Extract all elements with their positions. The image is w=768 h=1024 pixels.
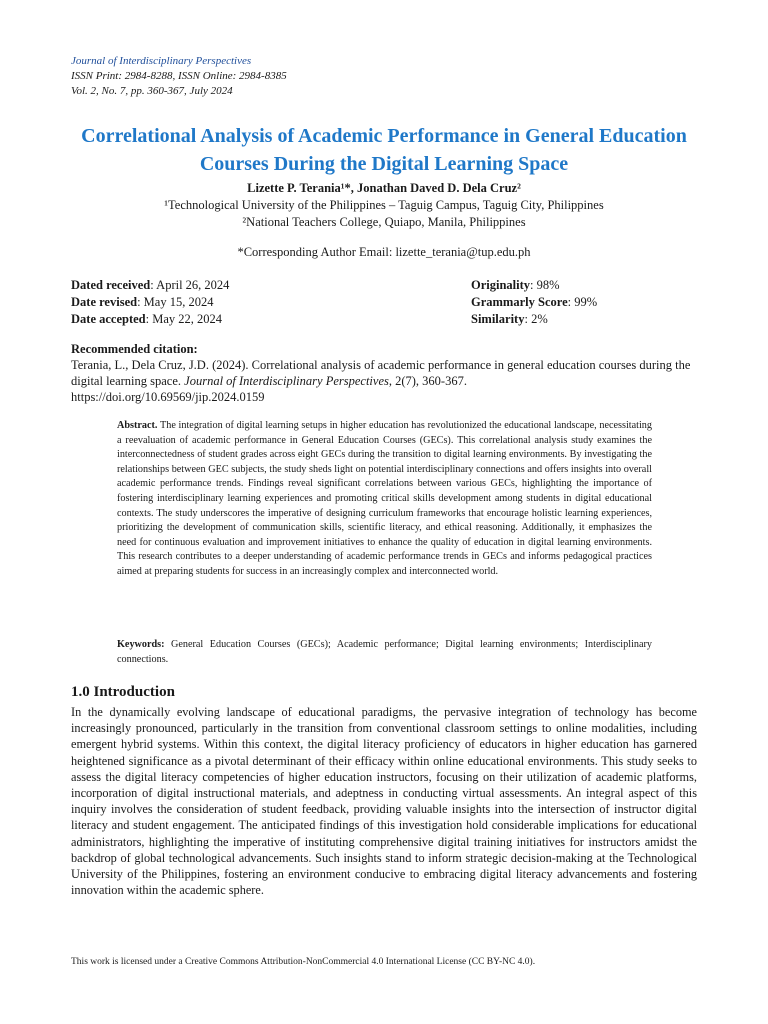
paper-title: Correlational Analysis of Academic Performance in General Education Courses During the Digital Learning Space xyxy=(81,125,687,175)
section-heading-introduction: 1.0 Introduction xyxy=(71,684,175,700)
citation-text: Terania, L., Dela Cruz, J.D. (2024). Correlational analysis of academic performance in general education courses during the digital learning space. xyxy=(71,358,691,388)
keywords-text: General Education Courses (GECs); Academic performance; Digital learning environments; Interdisciplinary connections. xyxy=(117,639,652,665)
affiliation-1: ¹Technological University of the Philippines – Taguig Campus, Taguig City, Philippines xyxy=(164,198,604,212)
recommended-citation xyxy=(71,341,701,405)
author-names: Lizette P. Terania¹*, Jonathan Daved D. Dela Cruz² xyxy=(247,181,521,195)
date-block xyxy=(71,277,229,328)
author-block xyxy=(60,180,708,231)
score-block xyxy=(471,277,597,328)
affiliation-2: ²National Teachers College, Quiapo, Manila, Philippines xyxy=(242,215,526,229)
journal-issn: ISSN Print: 2984-8288, ISSN Online: 2984-8385 xyxy=(71,70,287,82)
score-grammarly: Grammarly Score: 99% xyxy=(471,295,598,309)
abstract-text: The integration of digital learning setups in higher education has revolutionized the educational landscape, necessitating a reevaluation of academic performance in General Education Courses (GECs). This correlational analysis study examines the interconnectedness of student grades across eight GECs during the transition to digital learning environments. By investigating the relationships between GEC subjects, the study sheds light on potential interdisciplinary connections and offers insights into overall academic performance trends. Findings reveal significant correlations between various GECs, highlighting the importance of fostering interdisciplinary learning experiences and promoting critical skills development among students in digital educational contexts. The study underscores the imperative of designing curriculum frameworks that encourage holistic learning experiences, prioritizing the development of communication skills, scientific literacy, and ethical reasoning. Additionally, it emphasizes the need for continuous evaluation and improvement initiatives to enhance the quality of education in digital learning environments. This research contributes to a deeper understanding of academic performance trends in GECs and informs pedagogical practices aimed at preparing students for success in an increasingly complex and interconnected world. xyxy=(117,420,652,577)
journal-header xyxy=(71,54,287,99)
corresponding-author: *Corresponding Author Email: lizette_terania@tup.edu.ph xyxy=(237,245,531,259)
date-revised: Date revised: May 15, 2024 xyxy=(71,295,214,309)
journal-volume: Vol. 2, No. 7, pp. 360-367, July 2024 xyxy=(71,85,233,97)
date-received: Dated received: April 26, 2024 xyxy=(71,278,230,292)
keywords-label: Keywords: xyxy=(117,639,165,650)
journal-name: Journal of Interdisciplinary Perspectives xyxy=(71,55,252,67)
abstract xyxy=(117,419,652,580)
score-originality: Originality: 98% xyxy=(471,278,560,292)
abstract-label: Abstract. xyxy=(117,420,158,431)
citation-issue: , 2(7), 360-367. xyxy=(388,374,467,388)
introduction-text: In the dynamically evolving landscape of educational paradigms, the pervasive integration of technology has become increasingly pronounced, particularly in the transition from conventional classroom settings to online modalities, including emergent hybrid systems. Within this context, the digital literacy proficiency of educators in higher education has garnered heightened significance as a pivotal determinant of their efficacy within online educational environments. This study seeks to assess the digital literacy competencies of higher education instructors, focusing on their utilization of academic platforms, incorporation of digital instructional materials, and adeptness in conducting virtual assessments. An integral aspect of this inquiry involves the consideration of student feedback, providing valuable insights into the intersection of instructor digital literacy and student engagement. The anticipated findings of this investigation hold considerable implications for educational administrators, highlighting the imperative of instituting comprehensive digital training initiatives for instructors amidst the backdrop of global technological advancements. Such insights stand to inform strategic decision-making at the Technological University of the Philippines, fostering an environment conducive to embracing digital literacy advancements and fostering innovation within the academic sphere. xyxy=(71,705,697,898)
citation-doi-link[interactable]: https://doi.org/10.69569/jip.2024.0159 xyxy=(71,390,265,404)
keywords xyxy=(117,638,652,667)
date-accepted: Date accepted: May 22, 2024 xyxy=(71,312,223,326)
score-similarity: Similarity: 2% xyxy=(471,312,548,326)
citation-journal: Journal of Interdisciplinary Perspectives xyxy=(184,374,389,388)
license-footer: This work is licensed under a Creative Commons Attribution-NonCommercial 4.0 International License (CC BY-NC 4.0). xyxy=(71,957,536,967)
citation-label: Recommended citation: xyxy=(71,342,198,356)
